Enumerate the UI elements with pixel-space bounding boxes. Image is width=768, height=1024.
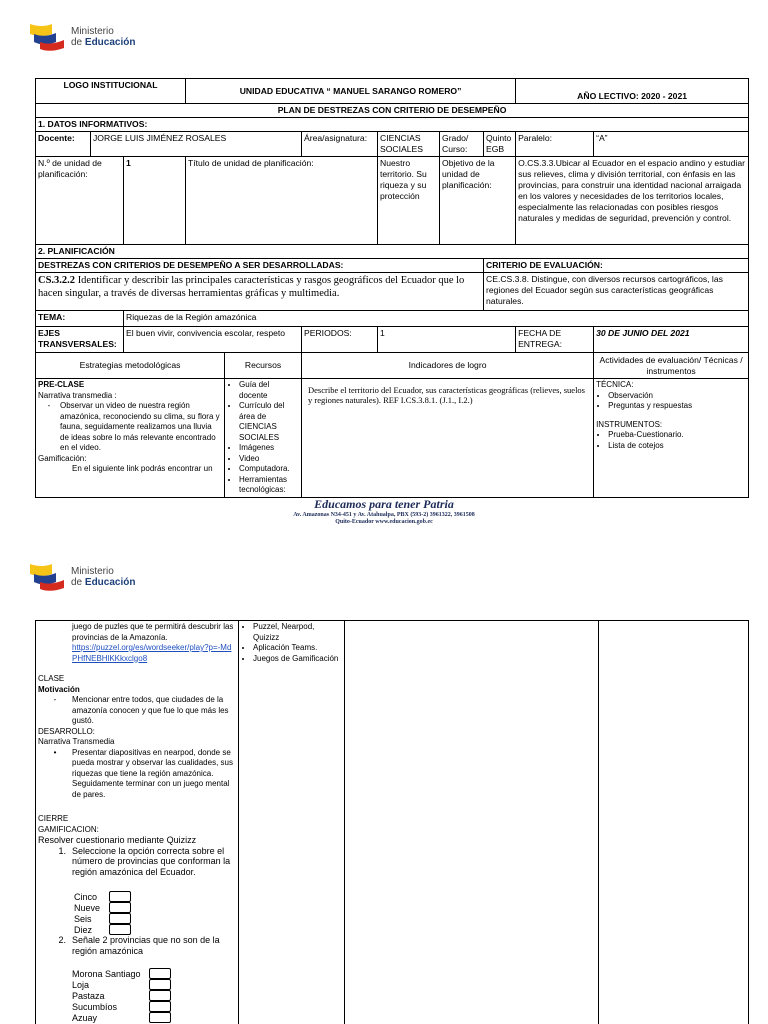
titulo-value: Nuestro territorio. Su riqueza y su protección (378, 157, 440, 245)
periodos-value: 1 (378, 327, 516, 353)
answer-option (72, 968, 236, 979)
resolver-label: Resolver cuestionario mediante Quizizz (38, 835, 197, 845)
ministerio-logo (28, 22, 135, 52)
paralelo-value: “A” (594, 132, 749, 157)
footer-address: Av. Amazonas N34-451 y Av. Atahualpa, PBX (593-2) 3961322, 3961508 (293, 512, 475, 518)
tecnica-item: • Observación (608, 391, 746, 402)
paralelo-label: Paralelo: (516, 132, 594, 157)
answer-option (72, 1012, 236, 1023)
instrumento-item: • Prueba-Cuestionario. (608, 430, 746, 441)
criterio-label: CRITERIO DE EVALUACIÓN: (484, 259, 749, 273)
destreza-code: CS.3.2.2 (38, 275, 76, 286)
col-indicadores: Indicadores de logro (302, 353, 594, 379)
col-actividades: Actividades de evaluación/ Técnicas / instrumentos (594, 353, 749, 379)
answer-option (72, 990, 236, 1001)
answer-option-label: Nueve (74, 902, 101, 913)
puzzle-link[interactable]: https://puzzel.org/es/wordseeker/play?p=-MdPHfNEBHlKKkxclgo8 (72, 643, 232, 663)
instrumentos-label: INSTRUMENTOS: (596, 419, 663, 429)
cierre-label: CIERRE (38, 814, 69, 823)
gamificacion-text: En el siguiente link podrás encontrar un (72, 464, 213, 473)
narrativa-label: Narrativa transmedia : (38, 390, 117, 400)
datos-section: 1. DATOS INFORMATIVOS: (36, 118, 749, 132)
objetivo-label: Objetivo de la unidad de planificación: (440, 157, 516, 245)
tema-label: TEMA: (36, 311, 124, 327)
estrategias-cell-page2 (36, 621, 239, 1024)
answer-option (72, 1001, 236, 1012)
area-value: CIENCIAS SOCIALES (378, 132, 440, 157)
answer-option (72, 979, 236, 990)
answer-checkbox[interactable] (109, 902, 131, 913)
logo-line2-prefix: de (71, 37, 85, 48)
instrumentos-list (608, 430, 746, 451)
answer-option-label: Pastaza (72, 990, 105, 1001)
answer-option-label: Sucumbíos (72, 1001, 118, 1012)
answer-option (74, 891, 236, 902)
indicador-text: Describe el territorio del Ecuador, sus características geográficas (relieves, suelos y regiones naturales). REF I.CS.3.8.1. (J.1., I.2.) (302, 379, 594, 498)
col-estrategias: Estrategias metodológicas (36, 353, 225, 379)
answer-checkbox[interactable] (149, 968, 171, 979)
recursos-list (239, 380, 299, 496)
recurso-item: • Video (239, 454, 299, 465)
answer-option-label: Morona Santiago (72, 968, 141, 979)
answer-checkbox[interactable] (149, 990, 171, 1001)
plan-table-page2 (35, 620, 749, 1024)
recurso-item: • Juegos de Gamificación (253, 654, 342, 665)
answer-option-label: Cinco (74, 891, 98, 902)
plan-title: PLAN DE DESTREZAS CON CRITERIO DE DESEMPEÑO (36, 104, 749, 118)
objetivo-value: O.CS.3.3.Ubicar al Ecuador en el espacio andino y estudiar sus relieves, clima y división territorial, con énfasis en las provincias, para construir una identidad nacional arraigada en los valores y necesidades de los territorios locales, especialmente las relacionadas con posibles riesgos naturales y medidas de seguridad, prevención y control. (516, 157, 749, 245)
q2-options (38, 968, 236, 1023)
narrativa2-label: Narrativa Transmedia (38, 737, 115, 746)
answer-option (74, 902, 236, 913)
recurso-item: • Computadora. (239, 464, 299, 475)
recurso-item: • Puzzel, Nearpod, Quizizz (253, 622, 342, 643)
recurso-item: • Guía del docente (239, 380, 299, 401)
recurso-item: • Herramientas tecnológicas: (239, 475, 299, 496)
logo-line2-bold: Educación (84, 37, 136, 48)
motivacion-label: Motivación (38, 684, 80, 694)
answer-option-label: Diez (74, 924, 93, 935)
ministerio-logo-page2 (28, 562, 135, 592)
ejes-value: El buen vivir, convivencia escolar, respeto (124, 327, 302, 353)
recurso-item: • Aplicación Teams. (253, 643, 342, 654)
answer-checkbox[interactable] (109, 924, 131, 935)
actividades-cell (594, 379, 749, 498)
answer-checkbox[interactable] (149, 1001, 171, 1012)
logo-line1: Ministerio (71, 566, 114, 577)
unidad-num: 1 (124, 157, 186, 245)
narrativa-item: - Observar un video de nuestra región amazónica, reconociendo su clima, su flora y fauna, seguidamente realizamos una lluvia de ideas sobre lo más relevante encontrado en el video. (47, 401, 220, 452)
answer-checkbox[interactable] (149, 1012, 171, 1023)
fecha-value: 30 DE JUNIO DEL 2021 (594, 327, 749, 353)
gamificacion2-label: GAMIFICACION: (38, 824, 99, 834)
unidad-label: N.º de unidad de planificación: (36, 157, 124, 245)
tema-value: Riquezas de la Región amazónica (124, 311, 749, 327)
recurso-item: • Currículo del área de CIENCIAS SOCIALES (239, 401, 299, 443)
area-label: Área/asignatura: (302, 132, 378, 157)
tecnicas-list (608, 391, 746, 412)
cont-text: juego de puzles que te permitirá descubrir las provincias de la Amazonía. (72, 622, 234, 642)
grado-value: Quinto EGB (484, 132, 516, 157)
planificacion-section: 2. PLANIFICACIÓN (36, 245, 749, 259)
motivacion-item: - Mencionar entre todos, que ciudades de la amazonía conocen y que fue lo que más les gustó. (53, 695, 229, 725)
docente-value: JORGE LUIS JIMÉNEZ ROSALES (91, 132, 302, 157)
footer-motto: Educamos para tener Patria (314, 497, 454, 511)
indicadores-cell-page2 (345, 621, 599, 1024)
anio-lectivo: AÑO LECTIVO: 2020 - 2021 (516, 79, 749, 104)
answer-option-label: Loja (72, 979, 90, 990)
clase-label: CLASE (38, 674, 65, 683)
periodos-label: PERIODOS: (302, 327, 378, 353)
plan-table-page1 (35, 78, 749, 498)
logo-line1: Ministerio (71, 26, 114, 37)
recursos-list-page2 (253, 622, 342, 664)
desarrollo-label: DESARROLLO: (38, 726, 95, 736)
answer-checkbox[interactable] (149, 979, 171, 990)
actividades-cell-page2 (599, 621, 749, 1024)
logo-institucional: LOGO INSTITUCIONAL (36, 79, 186, 104)
answer-checkbox[interactable] (109, 913, 131, 924)
question-2: 2. Señale 2 provincias que no son de la región amazónica (58, 935, 220, 956)
unidad-educativa: UNIDAD EDUCATIVA “ MANUEL SARANGO ROMERO” (186, 79, 516, 104)
narrativa2-item: • Presentar diapositivas en nearpod, donde se pueda mostrar y observar las cualidades, sus riquezas que tiene la región amazónica. Seguidamente terminar con un juego mental de pares. (53, 747, 233, 799)
instrumento-item: • Lista de cotejos (608, 441, 746, 452)
answer-option (74, 913, 236, 924)
titulo-label: Título de unidad de planificación: (186, 157, 378, 245)
flag-logo-icon (28, 562, 68, 592)
fecha-label: FECHA DE ENTREGA: (516, 327, 594, 353)
destrezas-label: DESTREZAS CON CRITERIOS DE DESEMPEÑO A SER DESARROLLADAS: (36, 259, 484, 273)
col-recursos: Recursos (225, 353, 302, 379)
recursos-cell-page2 (239, 621, 345, 1024)
ejes-label: EJES TRANSVERSALES: (36, 327, 124, 353)
gamificacion-label: Gamificación: (38, 453, 87, 463)
logo-line2-bold: Educación (84, 577, 136, 588)
docente-label: Docente: (36, 132, 91, 157)
answer-option-label: Azuay (72, 1012, 98, 1023)
estrategias-cell (36, 379, 225, 498)
tecnica-label: TÉCNICA: (596, 380, 634, 389)
preclase-label: PRE-CLASE (38, 380, 85, 389)
destreza-body: Identificar y describir las principales características y rasgos geográficos del Ecuador que lo hacen singular, a través de diversas herramientas gráficas y multimedia. (38, 275, 465, 299)
logo-line2-prefix: de (71, 577, 85, 588)
footer-city: Quito-Ecuador www.educacion.gob.ec (335, 519, 433, 525)
answer-option (74, 924, 236, 935)
recurso-item: • Imágenes (239, 443, 299, 454)
destreza-text (36, 273, 484, 311)
flag-logo-icon (28, 22, 68, 52)
question-1: 1. Seleccione la opción correcta sobre el número de provincias que conforman la región amazónica del Ecuador. (58, 845, 231, 877)
answer-checkbox[interactable] (109, 891, 131, 902)
tecnica-item: • Preguntas y respuestas (608, 401, 746, 412)
footer (0, 497, 768, 526)
grado-label: Grado/ Curso: (440, 132, 484, 157)
answer-option-label: Seis (74, 913, 92, 924)
recursos-cell (225, 379, 302, 498)
criterio-text: CE.CS.3.8. Distingue, con diversos recursos cartográficos, las regiones del Ecuador según sus características geográficas naturales. (484, 273, 749, 311)
q1-options (38, 891, 236, 935)
